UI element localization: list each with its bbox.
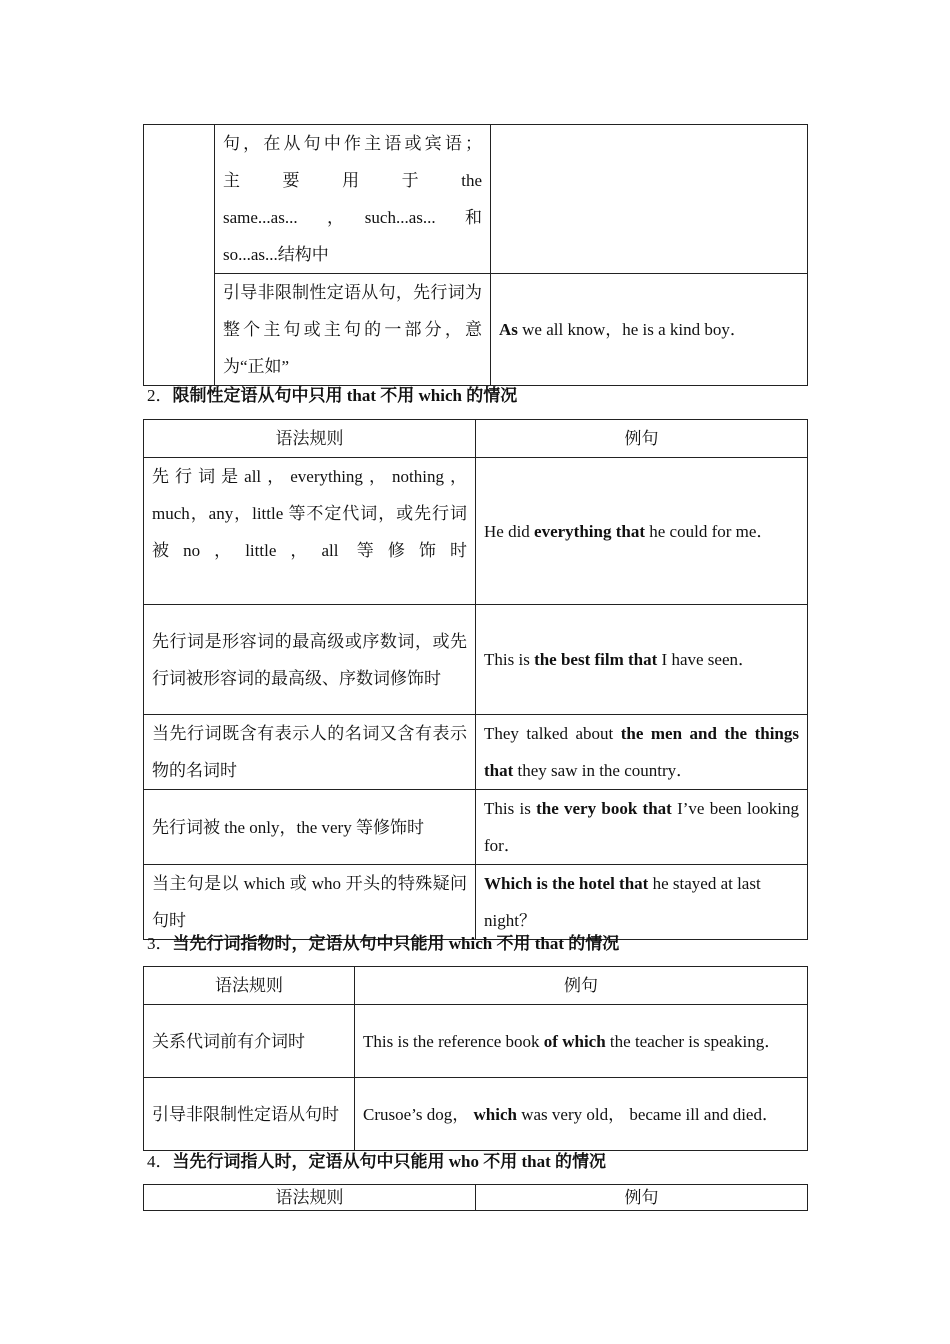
- example-cell: [476, 790, 808, 865]
- example-cell: [355, 1005, 808, 1078]
- table-continued: [143, 124, 808, 386]
- header-example: 例句: [355, 967, 808, 1005]
- rule-cell: [215, 125, 491, 274]
- bold-keyword: everything that: [534, 521, 646, 541]
- section-number: 3．: [147, 934, 173, 953]
- example-cell: [476, 605, 808, 715]
- rule-cell: 先行词是all，everything，nothing，much，any，little 等不定代词，或先行词被no，little，all 等修饰时: [144, 458, 476, 605]
- table-row: [144, 790, 808, 865]
- bold-keyword: the very book that: [536, 799, 672, 818]
- example-text: They talked about: [484, 724, 621, 743]
- section-number: 4．: [147, 1152, 173, 1171]
- table-row: [144, 125, 808, 274]
- table-who-only: [143, 1184, 808, 1211]
- header-rule: 语法规则: [144, 1185, 476, 1211]
- table-row: [144, 715, 808, 790]
- rule-cell: 关系代词前有介词时: [144, 1005, 355, 1078]
- table-row: [144, 458, 808, 605]
- section-number: 2．: [147, 386, 173, 405]
- example-cell: [355, 1078, 808, 1151]
- example-text: he could for me．: [645, 521, 774, 541]
- header-rule: 语法规则: [144, 420, 476, 458]
- section-title: 当先行词指人时，定语从句中只能用 who 不用 that 的情况: [172, 1152, 607, 1171]
- table-header-row: [144, 420, 808, 458]
- rule-cell: 引导非限制性定语从句时: [144, 1078, 355, 1151]
- bold-keyword: of which: [543, 1031, 606, 1051]
- rule-line: 句，在从句中作主语或宾语；: [223, 134, 482, 153]
- example-text: they saw in the country．: [513, 761, 694, 780]
- section-heading: [147, 1148, 606, 1176]
- bold-keyword: Which is the hotel that: [484, 874, 649, 893]
- example-cell: [476, 865, 808, 940]
- header-example: 例句: [476, 420, 808, 458]
- example-text: was very old， became ill and died．: [516, 1104, 779, 1124]
- example-text: we all know，he is a kind boy．: [517, 320, 747, 339]
- table-row: [144, 274, 808, 386]
- example-cell: [491, 125, 808, 274]
- bold-keyword: the men and the things that: [484, 724, 799, 780]
- example-text: This is: [484, 799, 537, 818]
- table-header-row: [144, 1185, 808, 1211]
- table-header-row: [144, 967, 808, 1005]
- example-cell: [491, 274, 808, 386]
- rule-cell: 当先行词既含有表示人的名词又含有表示物的名词时: [144, 715, 476, 790]
- section-title: 限制性定语从句中只用 that 不用 which 的情况: [172, 386, 518, 405]
- example-text: This is the reference book: [363, 1031, 544, 1051]
- bold-keyword: which: [473, 1104, 517, 1124]
- example-text: the teacher is speaking．: [605, 1031, 782, 1051]
- rule-line: same...as... ， such...as... 和: [223, 208, 482, 227]
- header-example: 例句: [476, 1185, 808, 1211]
- table-that-only: [143, 419, 808, 940]
- example-text: Crusoe’s dog，: [363, 1104, 474, 1124]
- rule-cell: 先行词是形容词的最高级或序数词，或先行词被形容词的最高级、序数词修饰时: [144, 605, 476, 715]
- section-heading: [147, 930, 619, 958]
- example-cell: [476, 715, 808, 790]
- rule-line: so...as...结构中: [223, 245, 329, 264]
- rule-line: 主 要 用 于 the: [223, 171, 482, 190]
- header-rule: 语法规则: [144, 967, 355, 1005]
- bold-keyword: As: [499, 320, 518, 339]
- merged-category-cell: [144, 125, 215, 386]
- table-row: [144, 605, 808, 715]
- bold-keyword: the best film that: [534, 650, 658, 669]
- example-text: He did: [484, 521, 535, 541]
- table-which-only: [143, 966, 808, 1151]
- example-text: I’ve been looking for．: [484, 799, 799, 855]
- example-text: This is: [484, 650, 535, 669]
- example-text: he stayed at last night？: [484, 874, 761, 930]
- rule-cell: 引导非限制性定语从句，先行词为整个主句或主句的一部分，意为“正如”: [215, 274, 491, 386]
- table-row: [144, 1005, 808, 1078]
- rule-cell: 当主句是以 which 或 who 开头的特殊疑问句时: [144, 865, 476, 940]
- section-title: 当先行词指物时，定语从句中只能用 which 不用 that 的情况: [172, 934, 620, 953]
- example-text: I have seen．: [657, 650, 756, 669]
- example-cell: [476, 458, 808, 605]
- rule-cell: 先行词被 the only，the very 等修饰时: [144, 790, 476, 865]
- section-heading: [147, 382, 517, 410]
- table-row: [144, 865, 808, 940]
- table-row: [144, 1078, 808, 1151]
